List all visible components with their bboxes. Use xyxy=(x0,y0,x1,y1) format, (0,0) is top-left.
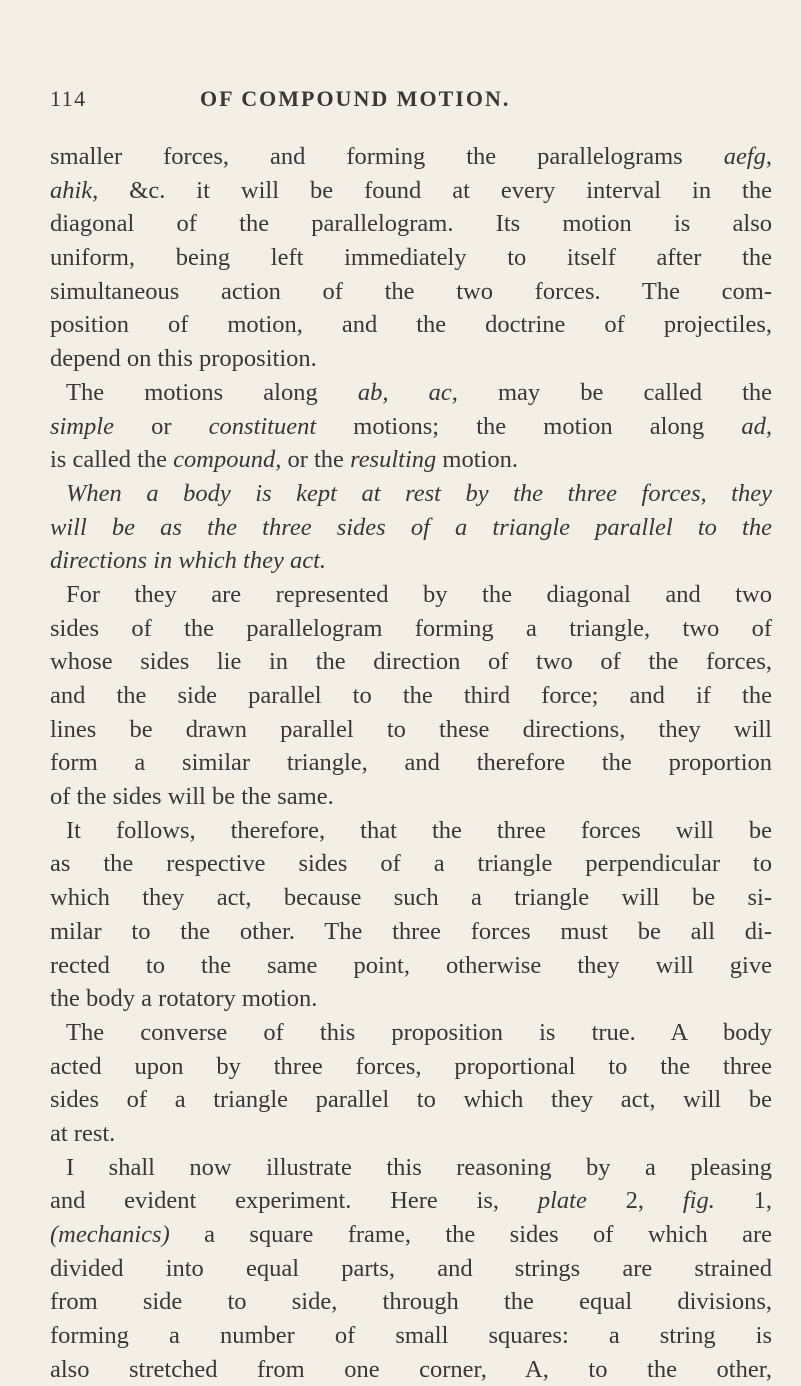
text-segment: may be called the xyxy=(457,378,773,406)
italic-text: will be as the three sides of a triangle parallel to the xyxy=(50,513,772,541)
text-segment: form a similar triangle, and therefore the proportion xyxy=(50,749,772,777)
italic-text: fig. xyxy=(682,1187,715,1215)
text-segment: of the sides will be the same. xyxy=(50,783,334,811)
text-line xyxy=(50,1117,772,1151)
text-segment: 2, xyxy=(586,1187,683,1215)
text-segment: whose sides lie in the direction of two of the forces, xyxy=(50,648,772,676)
text-segment: as the respective sides of a triangle perpendicular to xyxy=(50,850,772,878)
text-segment: a square frame, the sides of which are xyxy=(169,1221,772,1248)
text-line xyxy=(50,1016,772,1050)
text-line xyxy=(50,477,772,511)
text-line xyxy=(50,713,772,747)
text-segment: It follows, therefore, that the three forces will be xyxy=(66,816,772,844)
text-line xyxy=(50,1252,772,1286)
running-title: OF COMPOUND MOTION. xyxy=(200,86,511,111)
body-text xyxy=(50,140,772,1386)
text-line xyxy=(50,881,772,915)
italic-text: simple xyxy=(50,412,114,440)
text-segment: sides of the parallelogram forming a triangle, two of xyxy=(50,614,772,642)
text-segment: lines be drawn parallel to these directions, they will xyxy=(50,715,772,743)
text-line xyxy=(50,1151,772,1185)
text-line xyxy=(50,1285,772,1319)
text-segment: &c. it will be found at every interval in the xyxy=(98,176,772,204)
italic-text: constituent xyxy=(208,412,317,440)
text-segment: For they are represented by the diagonal and two xyxy=(66,580,772,608)
text-segment: at rest. xyxy=(50,1119,116,1147)
text-line xyxy=(50,578,772,612)
italic-text: ac, xyxy=(428,378,458,406)
text-line xyxy=(50,814,772,848)
text-segment xyxy=(388,379,428,406)
text-line xyxy=(50,140,772,174)
text-line xyxy=(50,847,772,881)
text-line xyxy=(50,1319,772,1353)
italic-text: plate xyxy=(537,1187,587,1215)
text-segment: sides of a triangle parallel to which they act, will be xyxy=(50,1086,772,1114)
text-line xyxy=(50,645,772,679)
text-segment: rected to the same point, otherwise they will give xyxy=(50,951,772,979)
text-line xyxy=(50,982,772,1016)
italic-text: ahik, xyxy=(50,176,99,204)
text-segment: or xyxy=(113,412,209,440)
text-line xyxy=(50,376,772,410)
italic-text: resulting xyxy=(350,446,437,474)
italic-text: ad, xyxy=(741,412,773,440)
text-line xyxy=(50,544,772,578)
text-segment: or the xyxy=(281,446,351,474)
text-segment: also stretched from one corner, A, to the other, xyxy=(50,1355,772,1383)
italic-text: compound, xyxy=(173,446,282,474)
text-segment: position of motion, and the doctrine of projectiles, xyxy=(50,311,772,339)
text-line xyxy=(50,410,772,444)
text-line xyxy=(50,174,772,208)
italic-text: ab, xyxy=(357,378,389,406)
text-segment: is called the xyxy=(50,446,174,474)
text-line xyxy=(50,1083,772,1117)
text-segment: The motions along xyxy=(66,378,358,406)
text-segment: simultaneous action of the two forces. The com- xyxy=(50,277,772,305)
text-line xyxy=(50,679,772,713)
text-segment: I shall now illustrate this reasoning by a pleasing xyxy=(66,1153,772,1181)
page-header xyxy=(50,86,770,116)
text-segment: The converse of this proposition is true. A body xyxy=(66,1018,772,1046)
italic-text: When a body is kept at rest by the three forces, they xyxy=(66,479,772,507)
text-segment: milar to the other. The three forces must be all di- xyxy=(50,917,772,945)
text-line xyxy=(50,1184,772,1218)
text-segment: depend on this proposition. xyxy=(50,345,317,373)
text-line xyxy=(50,949,772,983)
italic-text: (mechanics) xyxy=(50,1221,170,1248)
text-line xyxy=(50,275,772,309)
text-line xyxy=(50,1218,772,1252)
text-segment: diagonal of the parallelogram. Its motion is also xyxy=(50,210,772,238)
italic-text: aefg, xyxy=(723,143,772,170)
text-segment: from side to side, through the equal divisions, xyxy=(50,1288,772,1316)
italic-text: directions in which they act. xyxy=(50,547,327,575)
text-line xyxy=(50,1353,772,1386)
page-number: 114 xyxy=(50,86,87,111)
text-line xyxy=(50,1050,772,1084)
text-segment: motion. xyxy=(436,446,518,474)
text-line xyxy=(50,746,772,780)
text-line xyxy=(50,308,772,342)
text-segment: acted upon by three forces, proportional to the three xyxy=(50,1052,772,1080)
text-line xyxy=(50,342,772,376)
text-segment: which they act, because such a triangle will be si- xyxy=(50,884,772,912)
text-line xyxy=(50,915,772,949)
text-segment: and the side parallel to the third force; and if the xyxy=(50,682,772,709)
text-line xyxy=(50,612,772,646)
text-segment: uniform, being left immediately to itself after the xyxy=(50,244,772,272)
text-segment: smaller forces, and forming the parallelograms xyxy=(50,143,724,170)
text-segment: 1, xyxy=(714,1187,772,1215)
text-segment: the body a rotatory motion. xyxy=(50,985,318,1013)
text-line xyxy=(50,780,772,814)
text-line xyxy=(50,443,772,477)
text-segment: divided into equal parts, and strings are strained xyxy=(50,1254,772,1282)
text-segment: motions; the motion along xyxy=(316,412,742,440)
text-line xyxy=(50,511,772,545)
text-line xyxy=(50,241,772,275)
text-segment: and evident experiment. Here is, xyxy=(50,1187,538,1215)
text-line xyxy=(50,207,772,241)
text-segment: forming a number of small squares: a string is xyxy=(50,1322,772,1350)
